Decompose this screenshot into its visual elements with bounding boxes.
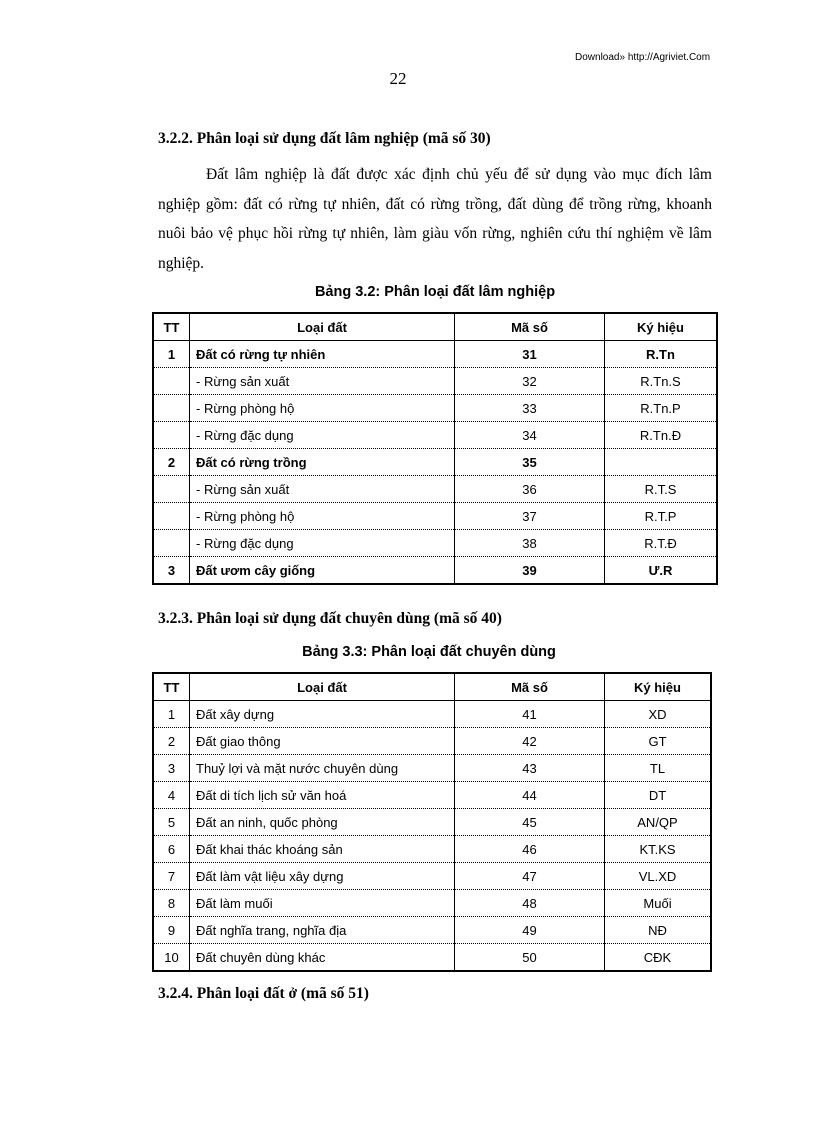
download-link[interactable]: Download» http://Agriviet.Com (575, 52, 711, 63)
cell-tt: 1 (153, 701, 190, 728)
cell-tt (153, 368, 190, 395)
cell-ky-hieu: CĐK (605, 944, 712, 972)
header-ma-so: Mã số (455, 673, 605, 701)
cell-ma-so: 45 (455, 809, 605, 836)
cell-loai-dat: Đất làm muối (190, 890, 455, 917)
cell-loai-dat: - Rừng đặc dụng (190, 422, 455, 449)
cell-tt: 1 (153, 341, 190, 368)
cell-tt: 3 (153, 755, 190, 782)
table-row (153, 503, 717, 530)
table-3-3-caption: Bảng 3.3: Phân loại đất chuyên dùng (302, 644, 556, 660)
table-row (153, 863, 711, 890)
paragraph-forest-land (158, 160, 712, 279)
cell-tt: 2 (153, 728, 190, 755)
cell-tt: 7 (153, 863, 190, 890)
cell-loai-dat: Đất có rừng trồng (190, 449, 455, 476)
table-row (153, 917, 711, 944)
cell-ma-so: 43 (455, 755, 605, 782)
cell-tt (153, 395, 190, 422)
cell-ky-hieu: KT.KS (605, 836, 712, 863)
cell-ky-hieu: DT (605, 782, 712, 809)
cell-ky-hieu: TL (605, 755, 712, 782)
cell-loai-dat: Đất có rừng tự nhiên (190, 341, 455, 368)
table-row (153, 476, 717, 503)
table-row (153, 449, 717, 476)
cell-tt: 6 (153, 836, 190, 863)
table-row (153, 809, 711, 836)
cell-ky-hieu (605, 449, 718, 476)
cell-ma-so: 31 (455, 341, 605, 368)
header-tt: TT (153, 313, 190, 341)
table-header-row (153, 313, 717, 341)
table-row (153, 530, 717, 557)
header-ky-hieu: Ký hiệu (605, 313, 718, 341)
table-3-2 (152, 312, 718, 585)
cell-loai-dat: Thuỷ lợi và mặt nước chuyên dùng (190, 755, 455, 782)
cell-loai-dat: Đất nghĩa trang, nghĩa địa (190, 917, 455, 944)
cell-ky-hieu: AN/QP (605, 809, 712, 836)
cell-tt: 3 (153, 557, 190, 585)
cell-ky-hieu: NĐ (605, 917, 712, 944)
cell-tt (153, 530, 190, 557)
cell-ky-hieu: Muối (605, 890, 712, 917)
cell-tt: 4 (153, 782, 190, 809)
page-number: 22 (389, 69, 407, 88)
cell-tt: 8 (153, 890, 190, 917)
table-3-3 (152, 672, 712, 972)
cell-ma-so: 36 (455, 476, 605, 503)
cell-tt (153, 422, 190, 449)
header-ma-so: Mã số (455, 313, 605, 341)
cell-ky-hieu: VL.XD (605, 863, 712, 890)
cell-loai-dat: Đất xây dựng (190, 701, 455, 728)
cell-ma-so: 32 (455, 368, 605, 395)
cell-ky-hieu: Ư.R (605, 557, 718, 585)
cell-loai-dat: - Rừng sản xuất (190, 368, 455, 395)
cell-ky-hieu: XD (605, 701, 712, 728)
cell-ky-hieu: R.Tn.Đ (605, 422, 718, 449)
table-row (153, 890, 711, 917)
cell-ma-so: 33 (455, 395, 605, 422)
cell-loai-dat: - Rừng sản xuất (190, 476, 455, 503)
cell-tt (153, 503, 190, 530)
cell-loai-dat: Đất giao thông (190, 728, 455, 755)
section-heading-3-2-3: 3.2.3. Phân loại sử dụng đất chuyên dùng (mã số 40) (158, 610, 502, 627)
cell-ma-so: 44 (455, 782, 605, 809)
cell-ma-so: 38 (455, 530, 605, 557)
table-row (153, 728, 711, 755)
section-heading-3-2-4: 3.2.4. Phân loại đất ở (mã số 51) (158, 985, 369, 1002)
cell-loai-dat: - Rừng đặc dụng (190, 530, 455, 557)
cell-ma-so: 34 (455, 422, 605, 449)
cell-ky-hieu: R.T.S (605, 476, 718, 503)
table-row (153, 782, 711, 809)
cell-ky-hieu: R.Tn (605, 341, 718, 368)
cell-loai-dat: Đất ươm cây giống (190, 557, 455, 585)
cell-ky-hieu: R.T.P (605, 503, 718, 530)
cell-ky-hieu: R.Tn.P (605, 395, 718, 422)
cell-loai-dat: Đất an ninh, quốc phòng (190, 809, 455, 836)
header-ky-hieu: Ký hiệu (605, 673, 712, 701)
cell-loai-dat: - Rừng phòng hộ (190, 503, 455, 530)
table-row (153, 701, 711, 728)
table-row (153, 944, 711, 972)
table-row (153, 755, 711, 782)
cell-ma-so: 47 (455, 863, 605, 890)
cell-loai-dat: Đất làm vật liệu xây dựng (190, 863, 455, 890)
cell-tt: 5 (153, 809, 190, 836)
cell-ma-so: 42 (455, 728, 605, 755)
table-row (153, 395, 717, 422)
cell-tt (153, 476, 190, 503)
cell-ma-so: 41 (455, 701, 605, 728)
table-row (153, 836, 711, 863)
cell-ma-so: 50 (455, 944, 605, 972)
header-loai-dat: Loại đất (190, 313, 455, 341)
cell-ky-hieu: R.T.Đ (605, 530, 718, 557)
cell-ma-so: 49 (455, 917, 605, 944)
header-loai-dat: Loại đất (190, 673, 455, 701)
cell-ma-so: 46 (455, 836, 605, 863)
cell-loai-dat: Đất khai thác khoáng sản (190, 836, 455, 863)
cell-tt: 9 (153, 917, 190, 944)
cell-ma-so: 37 (455, 503, 605, 530)
section-heading-3-2-2: 3.2.2. Phân loại sử dụng đất lâm nghiệp (mã số 30) (158, 130, 491, 147)
cell-loai-dat: Đất chuyên dùng khác (190, 944, 455, 972)
cell-ma-so: 48 (455, 890, 605, 917)
table-row (153, 368, 717, 395)
table-row (153, 341, 717, 368)
cell-loai-dat: Đất di tích lịch sử văn hoá (190, 782, 455, 809)
paragraph-text: Đất lâm nghiệp là đất được xác định chủ yếu để sử dụng vào mục đích lâm nghiệp gồm: đất có rừng tự nhiên, đất có rừng trồng, đất dùng để trồng rừng, khoanh nuôi bảo vệ phục hồi rừng tự nhiên, làm giàu vốn rừng, nghiên cứu thí nghiệm về lâm nghiệp. (158, 166, 712, 273)
cell-tt: 10 (153, 944, 190, 972)
cell-ma-so: 39 (455, 557, 605, 585)
table-row (153, 422, 717, 449)
cell-ky-hieu: GT (605, 728, 712, 755)
table-row (153, 557, 717, 585)
cell-ky-hieu: R.Tn.S (605, 368, 718, 395)
cell-tt: 2 (153, 449, 190, 476)
table-header-row (153, 673, 711, 701)
cell-ma-so: 35 (455, 449, 605, 476)
header-tt: TT (153, 673, 190, 701)
table-3-2-caption: Bảng 3.2: Phân loại đất lâm nghiệp (314, 284, 556, 300)
cell-loai-dat: - Rừng phòng hộ (190, 395, 455, 422)
